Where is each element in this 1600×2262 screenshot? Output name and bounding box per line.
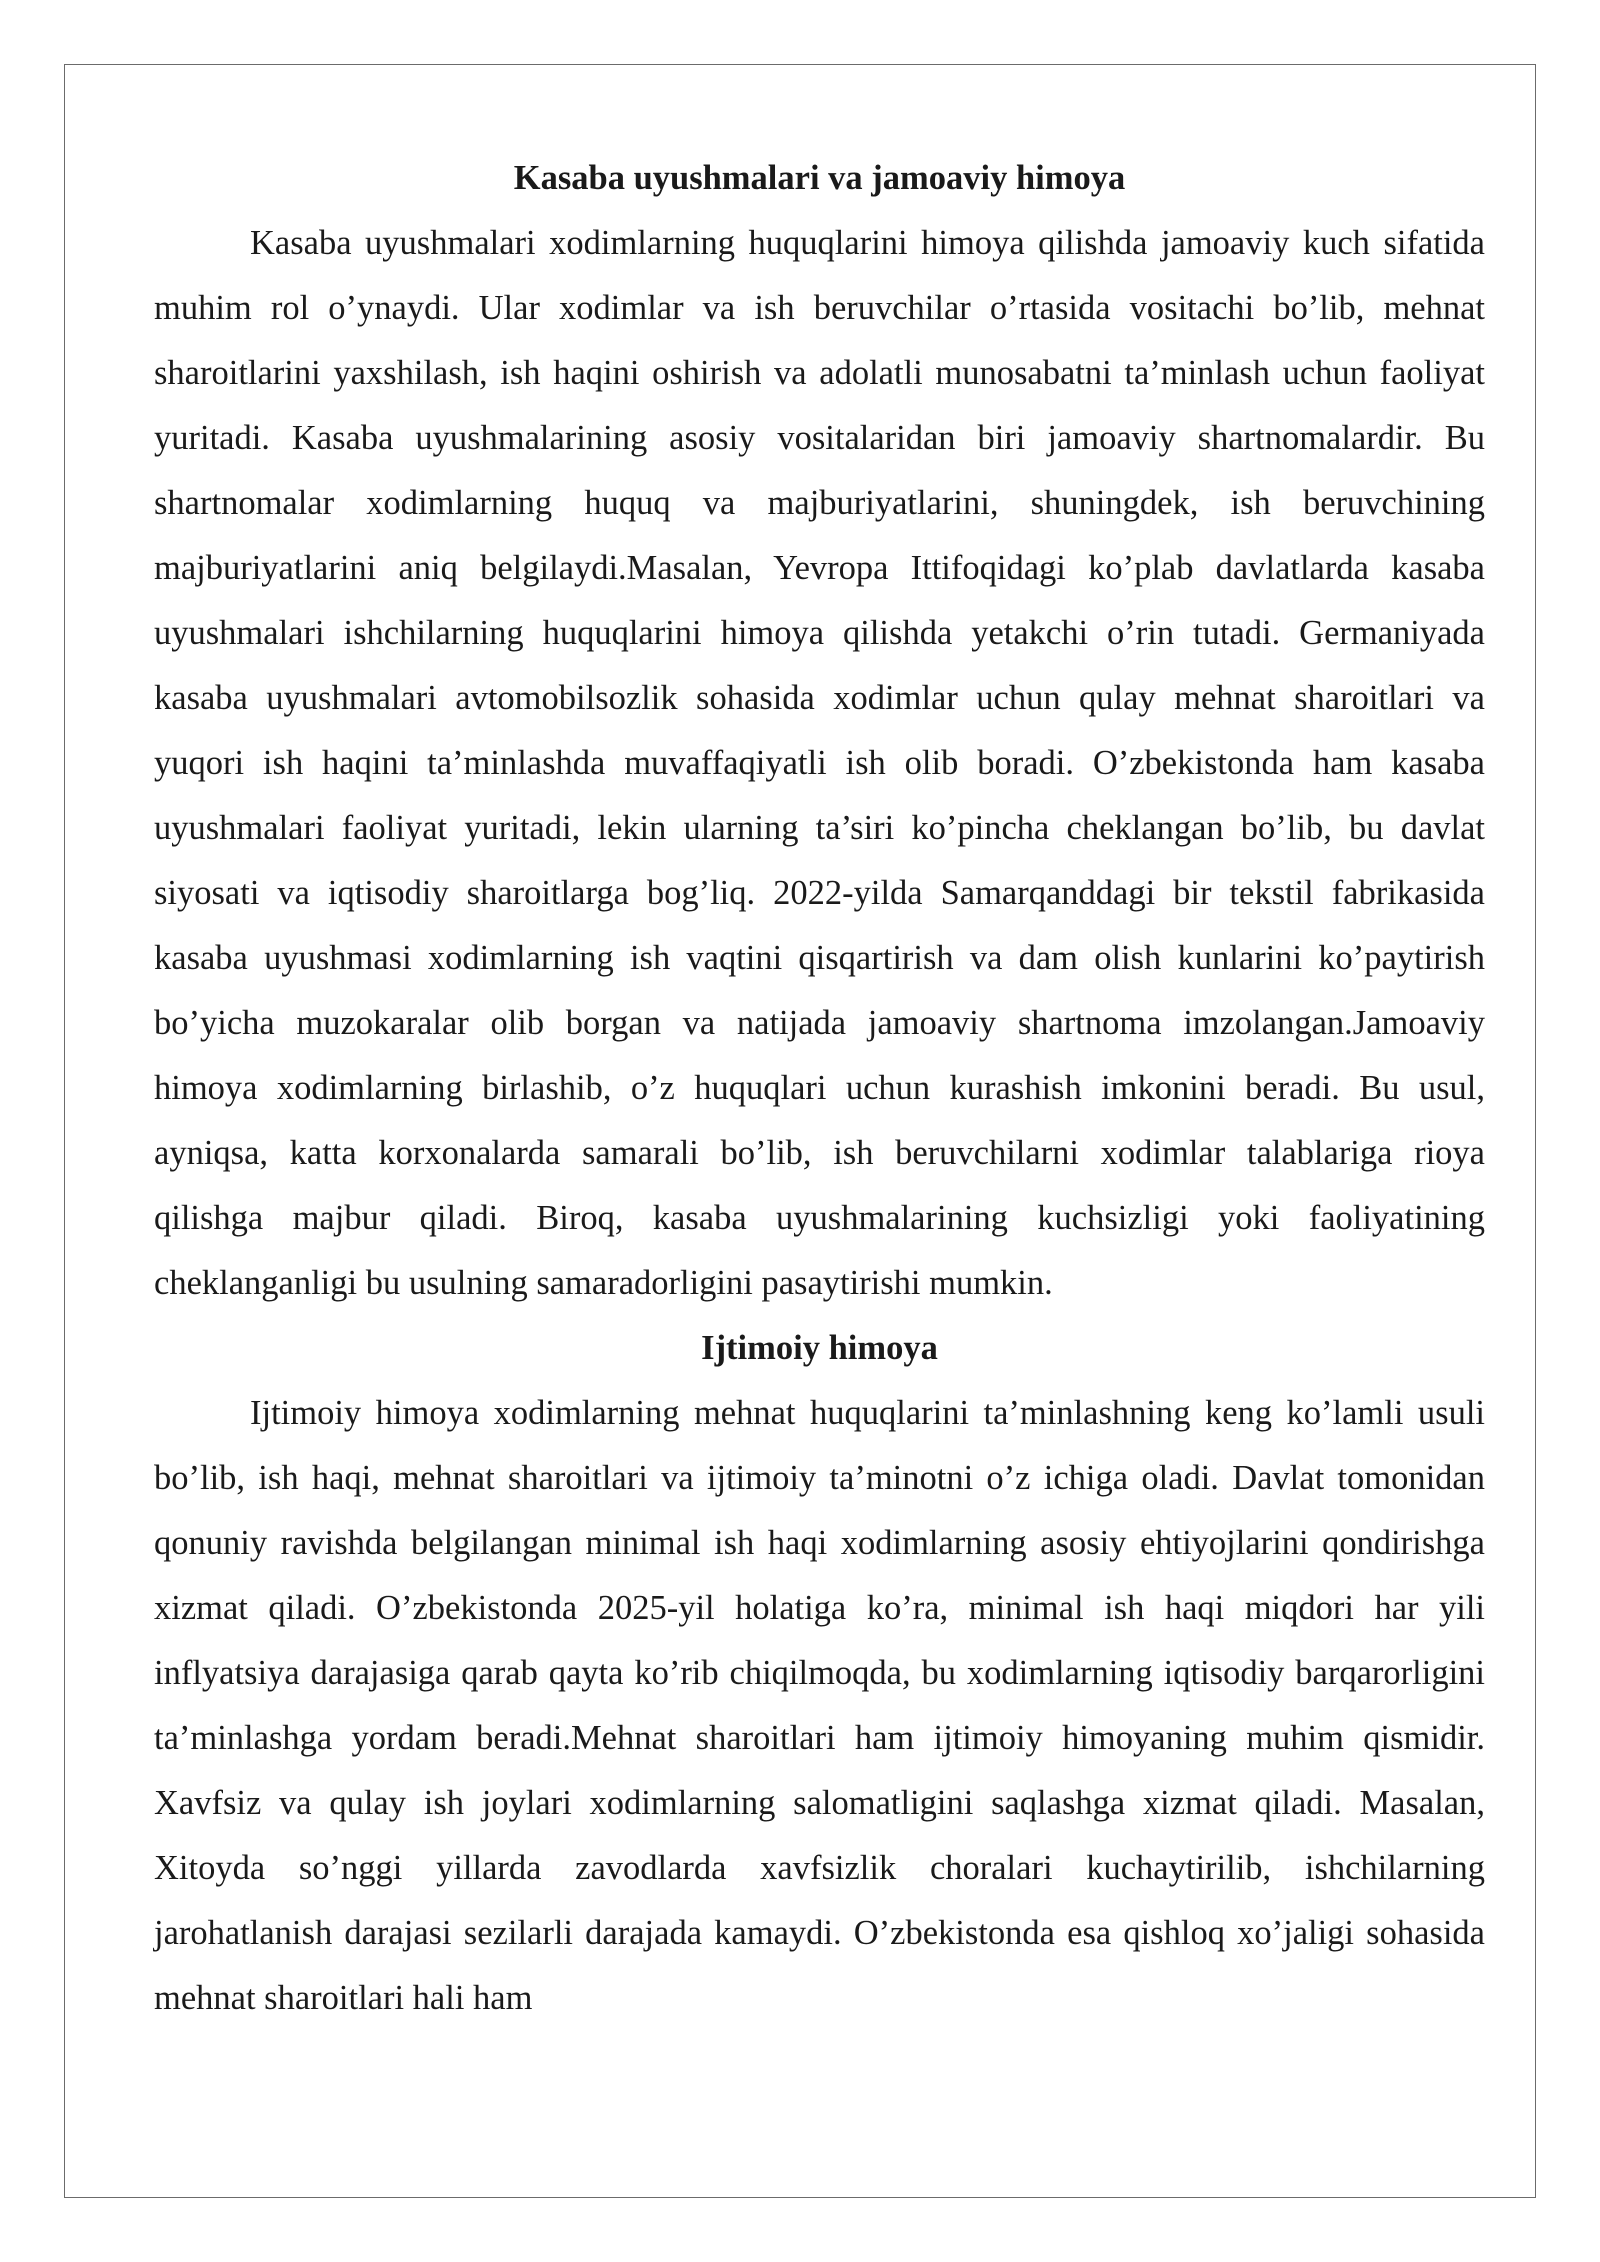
section-paragraph-kasaba: Kasaba uyushmalari xodimlarning huquqlarini himoya qilishda jamoaviy kuch sifatida muhim rol o’ynaydi. Ular xodimlar va ish beruvchilar o’rtasida vositachi bo’lib, mehnat sharoitlarini yaxshilash, ish haqini oshirish va adolatli munosabatni ta’minlash uchun faoliyat yuritadi. Kasaba uyushmalarining asosiy vositalaridan biri jamoaviy shartnomalardir. Bu shartnomalar xodimlarning huquq va majburiyatlarini, shuningdek, ish beruvchining majburiyatlarini aniq belgilaydi.Masalan, Yevropa Ittifoqidagi ko’plab davlatlarda kasaba uyushmalari ishchilarning huquqlarini himoya qilishda yetakchi o’rin tutadi. Germaniyada kasaba uyushmalari avtomobilsozlik sohasida xodimlar uchun qulay mehnat sharoitlari va yuqori ish haqini ta’minlashda muvaffaqiyatli ish olib boradi. O’zbekistonda ham kasaba uyushmalari faoliyat yuritadi, lekin ularning ta’siri ko’pincha cheklangan bo’lib, bu davlat siyosati va iqtisodiy sharoitlarga bog’liq. 2022-yilda Samarqanddagi bir tekstil fabrikasida kasaba uyushmasi xodimlarning ish vaqtini qisqartirish va dam olish kunlarini ko’paytirish bo’yicha muzokaralar olib borgan va natijada jamoaviy shartnoma imzolangan.Jamoaviy himoya xodimlarning birlashib, o’z huquqlari uchun kurashish imkonini beradi. Bu usul, ayniqsa, katta korxonalarda samarali bo’lib, ish beruvchilarni xodimlar talablariga rioya qilishga majbur qiladi. Biroq, kasaba uyushmalarining kuchsizligi yoki faoliyatining cheklanganligi bu usulning samaradorligini pasaytirishi mumkin. — [154, 224, 1485, 1302]
section-paragraph-ijtimoiy: Ijtimoiy himoya xodimlarning mehnat huquqlarini ta’minlashning keng ko’lamli usuli bo’lib, ish haqi, mehnat sharoitlari va ijtimoiy ta’minotni o’z ichiga oladi. Davlat tomonidan qonuniy ravishda belgilangan minimal ish haqi xodimlarning asosiy ehtiyojlarini qondirishga xizmat qiladi. O’zbekistonda 2025-yil holatiga ko’ra, minimal ish haqi miqdori har yili inflyatsiya darajasiga qarab qayta ko’rib chiqilmoqda, bu xodimlarning iqtisodiy barqarorligini ta’minlashga yordam beradi.Mehnat sharoitlari ham ijtimoiy himoyaning muhim qismidir. Xavfsiz va qulay ish joylari xodimlarning salomatligini saqlashga xizmat qiladi. Masalan, Xitoyda so’nggi yillarda zavodlarda xavfsizlik choralari kuchaytirilib, ishchilarning jarohatlanish darajasi sezilarli darajada kamaydi. O’zbekistonda esa qishloq xo’jaligi sohasida mehnat sharoitlari hali ham — [154, 1394, 1485, 2017]
section-heading-ijtimoiy: Ijtimoiy himoya — [701, 1329, 938, 1367]
section-heading-kasaba: Kasaba uyushmalari va jamoaviy himoya — [513, 159, 1126, 197]
document-body — [154, 146, 1485, 2031]
